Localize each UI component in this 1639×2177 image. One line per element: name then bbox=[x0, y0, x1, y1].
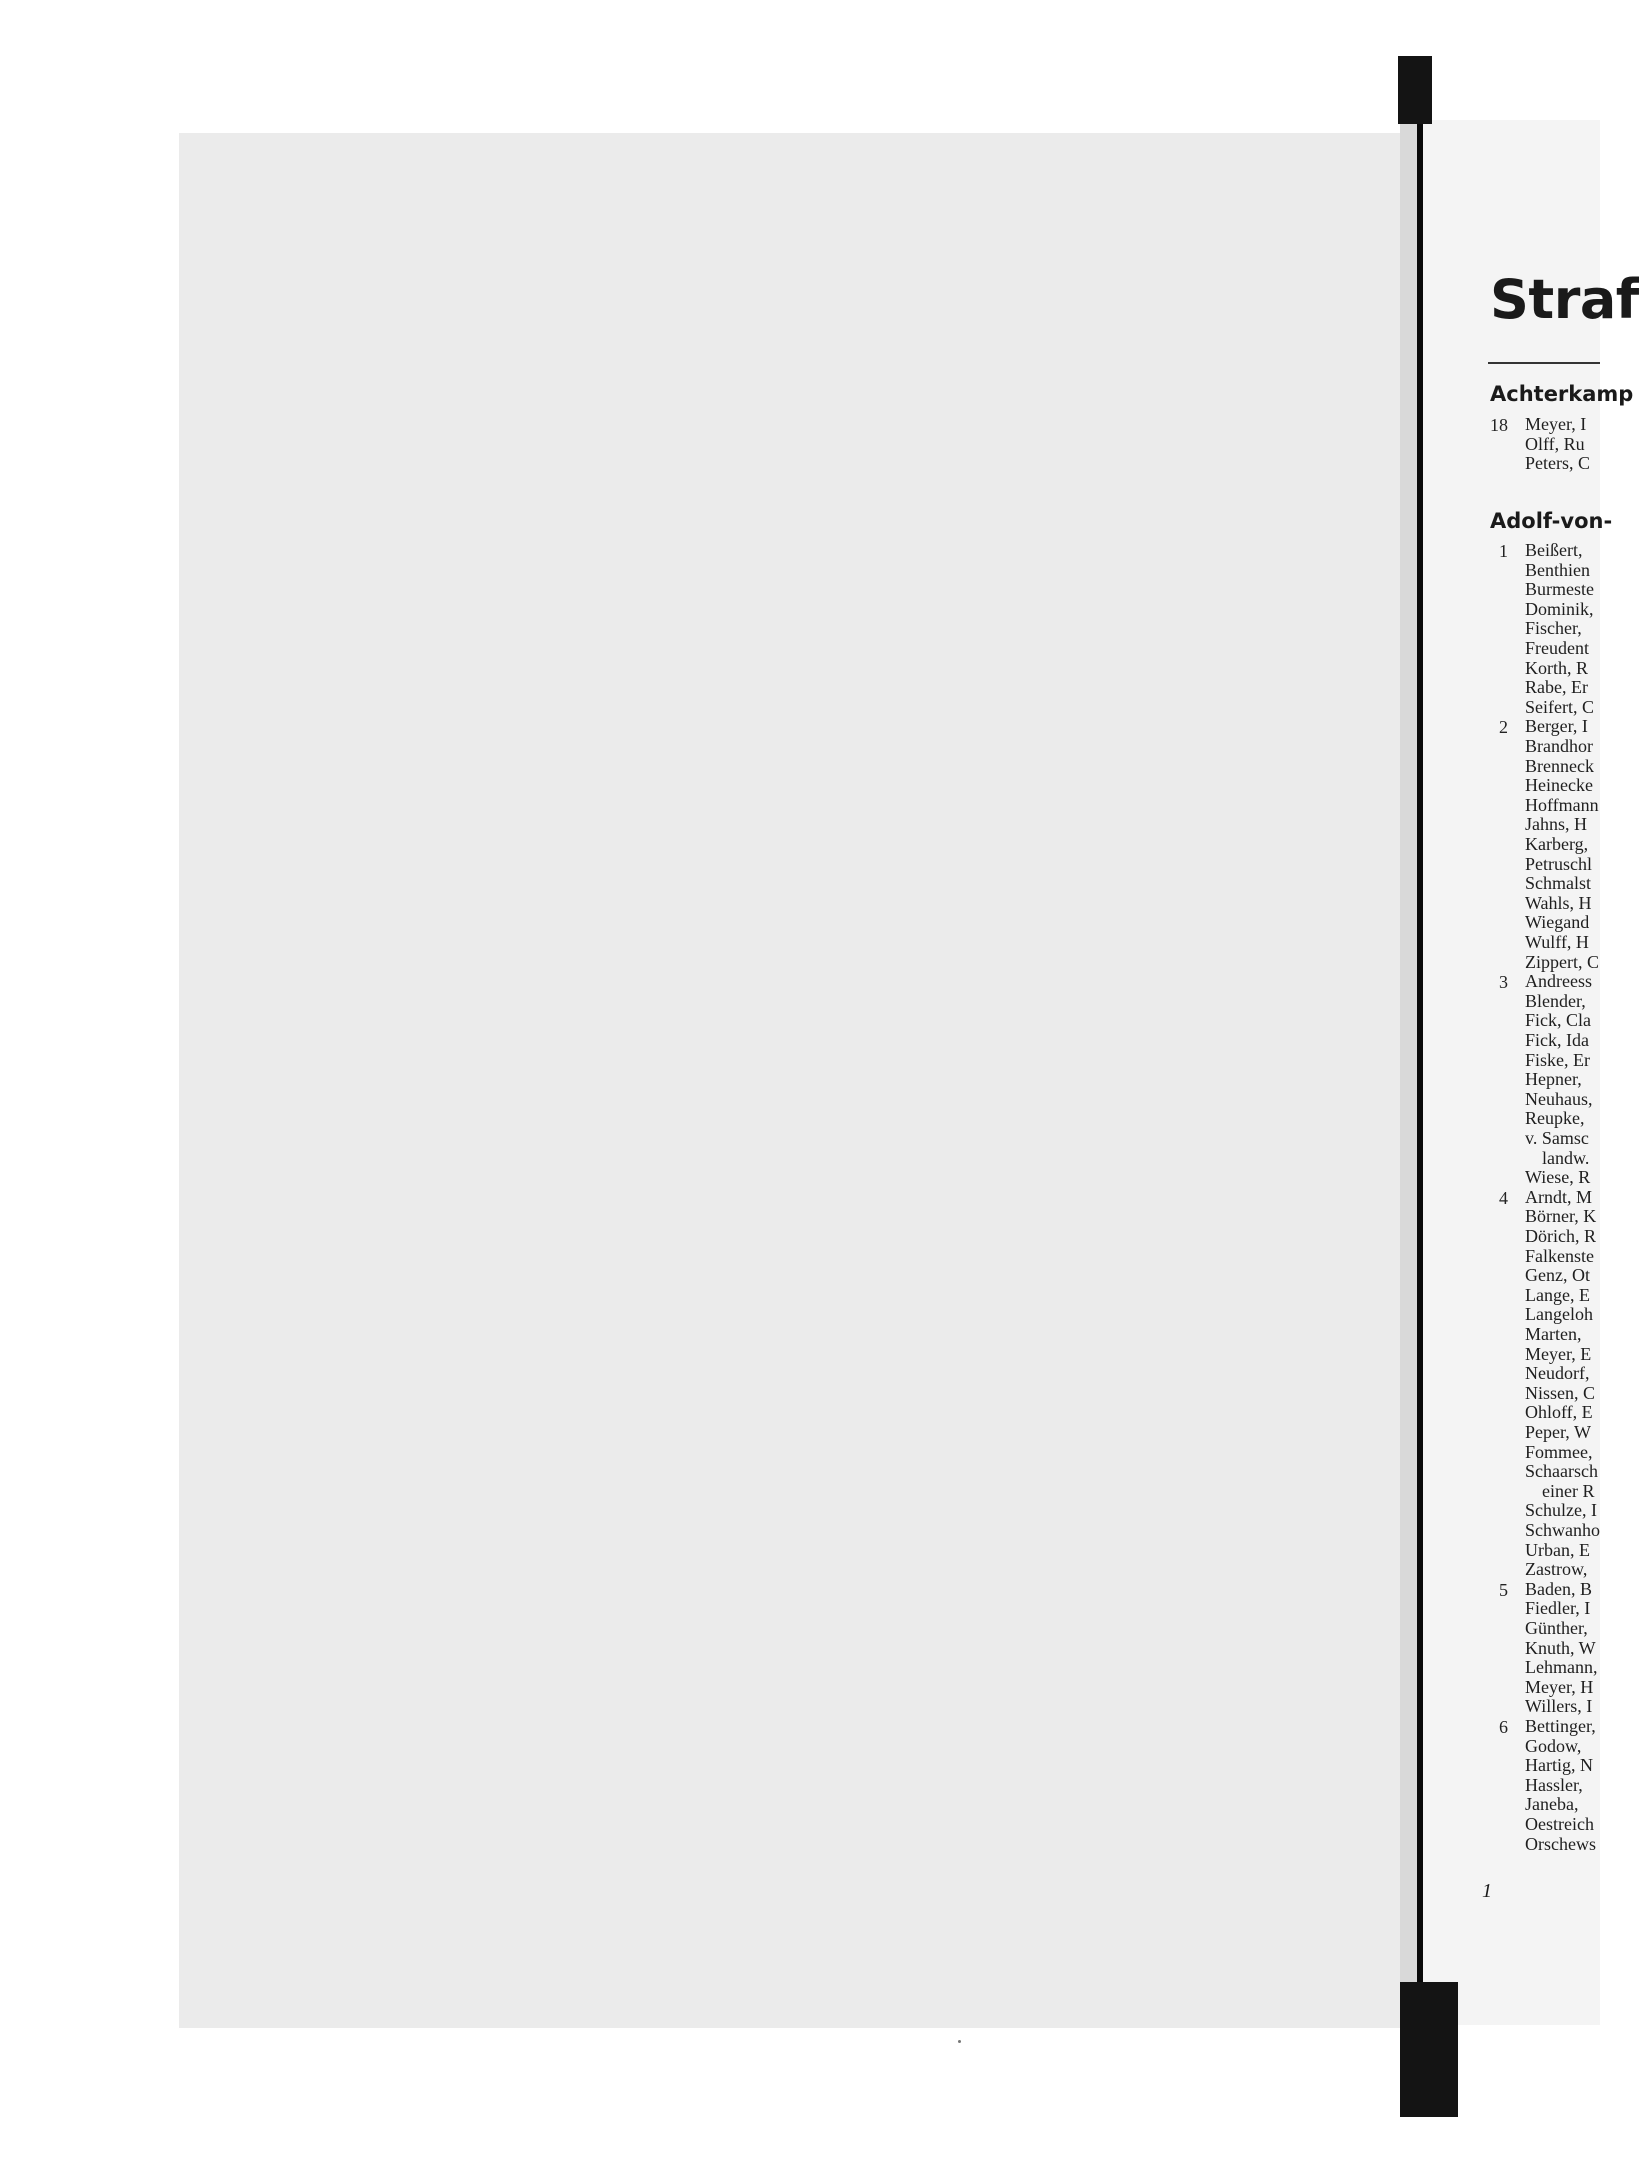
resident-entry: Petruschl bbox=[1525, 853, 1592, 874]
resident-entry: Schmalst bbox=[1525, 873, 1591, 894]
resident-entry: Falkenste bbox=[1525, 1245, 1594, 1266]
resident-entry: Langeloh bbox=[1525, 1304, 1593, 1325]
house-number: 4 bbox=[1499, 1187, 1508, 1208]
resident-entry: Schulze, I bbox=[1525, 1500, 1597, 1521]
resident-entry: Freudent bbox=[1525, 638, 1589, 658]
binding-tab-top bbox=[1398, 56, 1432, 124]
book-spine bbox=[1417, 100, 1423, 2060]
resident-entry: Peters, C bbox=[1525, 453, 1590, 474]
resident-entry: Urban, E bbox=[1525, 1539, 1590, 1560]
resident-entry: Andreess bbox=[1525, 971, 1592, 992]
resident-entry: Karberg, bbox=[1525, 834, 1589, 854]
resident-entry: Janeba, bbox=[1525, 1794, 1579, 1815]
resident-entry: landw. bbox=[1542, 1147, 1590, 1168]
resident-entry: Benthien bbox=[1525, 559, 1590, 580]
resident-entry: Dörich, R bbox=[1525, 1226, 1596, 1246]
resident-entry: Wiegand bbox=[1525, 912, 1590, 933]
resident-entry: Oestreich bbox=[1525, 1814, 1594, 1834]
resident-entry: Meyer, H bbox=[1525, 1676, 1594, 1697]
resident-entry: Fick, Ida bbox=[1525, 1030, 1589, 1050]
resident-entry: Neuhaus, bbox=[1525, 1088, 1593, 1109]
resident-entry: Orschews bbox=[1525, 1833, 1596, 1854]
resident-entry: Fiedler, I bbox=[1525, 1598, 1591, 1619]
resident-entry: Fommee, bbox=[1525, 1441, 1593, 1462]
house-number: 5 bbox=[1499, 1579, 1508, 1600]
resident-entry: Godow, bbox=[1525, 1735, 1582, 1756]
binding-tab-bottom bbox=[1400, 1982, 1458, 2117]
resident-entry: einer R bbox=[1542, 1480, 1595, 1501]
resident-entry: Neudorf, bbox=[1525, 1363, 1590, 1384]
resident-entry: Beißert, bbox=[1525, 540, 1583, 560]
resident-entry: Lange, E bbox=[1525, 1284, 1590, 1305]
resident-entry: Zippert, C bbox=[1525, 951, 1599, 972]
resident-entry: Schwanho bbox=[1525, 1520, 1600, 1540]
speck bbox=[958, 2040, 961, 2043]
resident-entry: Bettinger, bbox=[1525, 1716, 1596, 1736]
resident-entry: Blender, bbox=[1525, 990, 1586, 1011]
resident-entry: Korth, R bbox=[1525, 657, 1588, 678]
resident-entry: Hoffmann bbox=[1525, 794, 1599, 815]
resident-entry: Burmeste bbox=[1525, 579, 1594, 600]
resident-entry: Zastrow, bbox=[1525, 1559, 1588, 1580]
house-number: 6 bbox=[1499, 1717, 1508, 1737]
resident-entry: Willers, I bbox=[1525, 1696, 1593, 1717]
resident-entry: Günther, bbox=[1525, 1618, 1588, 1638]
resident-entry: Berger, I bbox=[1525, 716, 1588, 737]
blank-left-page bbox=[179, 133, 1419, 2028]
page-number: 1 bbox=[1482, 1880, 1492, 1902]
resident-entry: Dominik, bbox=[1525, 598, 1594, 619]
resident-entry: Rabe, Er bbox=[1525, 677, 1588, 698]
resident-entry: Reupke, bbox=[1525, 1108, 1585, 1129]
resident-entry: Hassler, bbox=[1525, 1774, 1583, 1795]
resident-entry: Fiske, Er bbox=[1525, 1049, 1590, 1070]
resident-entry: Hartig, N bbox=[1525, 1755, 1593, 1776]
resident-entry: Jahns, H bbox=[1525, 814, 1587, 835]
resident-entry: Meyer, E bbox=[1525, 1343, 1592, 1364]
page-title: Straf bbox=[1490, 268, 1639, 331]
house-number: 18 bbox=[1490, 415, 1508, 435]
resident-entry: Lehmann, bbox=[1525, 1657, 1598, 1678]
street-heading: Adolf-von- bbox=[1490, 509, 1613, 533]
resident-entry: Seifert, C bbox=[1525, 696, 1594, 717]
resident-entry: Ohloff, E bbox=[1525, 1402, 1593, 1423]
resident-entry: Nissen, C bbox=[1525, 1382, 1596, 1403]
resident-entry: Wulff, H bbox=[1525, 932, 1589, 952]
resident-entry: Knuth, W bbox=[1525, 1637, 1596, 1658]
resident-entry: Fischer, bbox=[1525, 618, 1582, 639]
house-number: 2 bbox=[1499, 717, 1508, 738]
resident-entry: Meyer, I bbox=[1525, 414, 1587, 434]
resident-entry: Brenneck bbox=[1525, 755, 1594, 776]
resident-entry: Genz, Ot bbox=[1525, 1265, 1590, 1286]
house-number: 3 bbox=[1499, 972, 1508, 993]
resident-entry: v. Samsc bbox=[1525, 1128, 1589, 1148]
title-rule bbox=[1488, 362, 1600, 364]
resident-entry: Wiese, R bbox=[1525, 1167, 1591, 1188]
resident-entry: Fick, Cla bbox=[1525, 1010, 1591, 1031]
page-gutter bbox=[1400, 95, 1418, 2040]
resident-entry: Heinecke bbox=[1525, 775, 1593, 796]
resident-entry: Wahls, H bbox=[1525, 892, 1592, 913]
street-heading: Achterkamp bbox=[1490, 382, 1634, 406]
resident-entry: Marten, bbox=[1525, 1324, 1582, 1344]
resident-entry: Hepner, bbox=[1525, 1069, 1582, 1090]
house-number: 1 bbox=[1499, 541, 1508, 561]
resident-entry: Peper, W bbox=[1525, 1422, 1591, 1442]
resident-entry: Brandhor bbox=[1525, 736, 1593, 756]
resident-entry: Olff, Ru bbox=[1525, 433, 1585, 454]
resident-entry: Schaarsch bbox=[1525, 1461, 1598, 1482]
resident-entry: Arndt, M bbox=[1525, 1186, 1592, 1207]
resident-entry: Baden, B bbox=[1525, 1578, 1592, 1599]
resident-entry: Börner, K bbox=[1525, 1206, 1597, 1227]
